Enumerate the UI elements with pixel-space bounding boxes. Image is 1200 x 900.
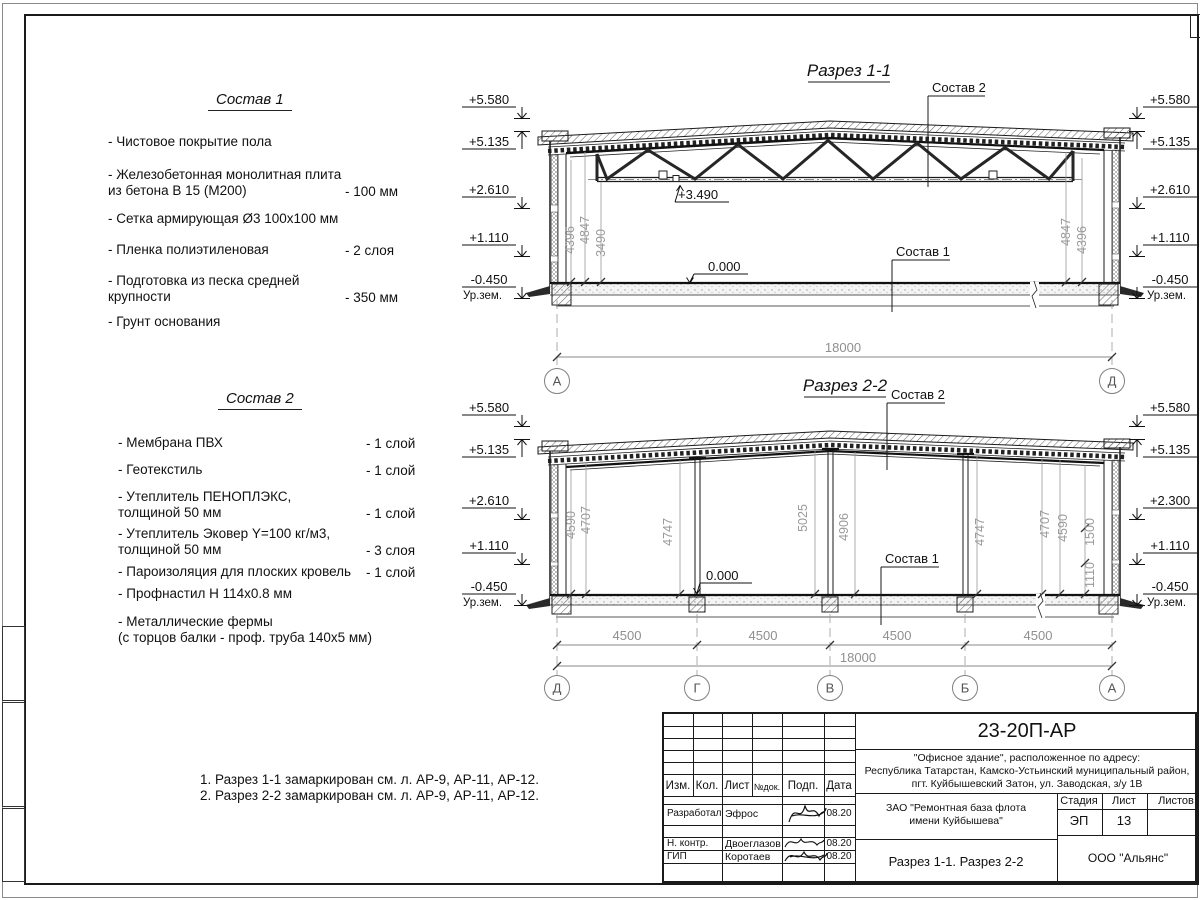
wall-right bbox=[1104, 137, 1120, 291]
svg-text:4707: 4707 bbox=[579, 506, 593, 534]
callout-sostav1 bbox=[892, 244, 950, 312]
svg-text:+5.135: +5.135 bbox=[1149, 442, 1191, 457]
level-mark-floor bbox=[687, 259, 749, 283]
svg-text:4500: 4500 bbox=[1023, 628, 1053, 643]
list-item: - Профнастил Н 114х0.8 мм bbox=[118, 586, 292, 601]
svg-text:4747: 4747 bbox=[973, 518, 987, 546]
svg-text:Д: Д bbox=[1107, 373, 1117, 389]
list-item: - Утеплитель ПЕНОПЛЭКС, толщиной 50 мм - 1 слой bbox=[118, 489, 416, 521]
list-item: - Сетка армирующая Ø3 100х100 мм bbox=[108, 211, 339, 226]
title-block bbox=[662, 712, 1197, 883]
client-line: имени Куйбышева" bbox=[909, 815, 1003, 827]
callout-sostav1 bbox=[881, 551, 939, 625]
wall-left bbox=[550, 141, 566, 291]
col-izm: Изм. bbox=[665, 780, 691, 792]
svg-text:Д: Д bbox=[552, 680, 562, 696]
svg-text:Состав 1: Состав 1 bbox=[885, 551, 939, 566]
row-name: Коротаев bbox=[725, 851, 771, 863]
list-item: - Железобетонная монолитная плита из бетона В 15 (М200) - 100 мм bbox=[108, 167, 399, 199]
svg-text:В: В bbox=[825, 680, 835, 696]
svg-text:-0.450: -0.450 bbox=[470, 272, 508, 287]
sheet-subject: Разрез 1-1. Разрез 2-2 bbox=[888, 854, 1024, 869]
svg-text:0.000: 0.000 bbox=[706, 568, 739, 583]
svg-text:Б: Б bbox=[960, 680, 970, 696]
svg-text:+1.110: +1.110 bbox=[469, 230, 509, 245]
section-2-2 bbox=[462, 373, 1197, 701]
svg-text:4500: 4500 bbox=[612, 628, 642, 643]
signature bbox=[782, 845, 828, 867]
svg-text:+2.300: +2.300 bbox=[1149, 493, 1191, 508]
svg-text:+5.135: +5.135 bbox=[468, 134, 510, 149]
note-line: 1. Разрез 1-1 замаркирован см. л. АР-9, АР-11, АР-12. bbox=[200, 772, 539, 787]
svg-text:+2.610: +2.610 bbox=[468, 182, 510, 197]
address-line: Республика Татарстан, Камско-Устьинский муниципальный район, bbox=[864, 765, 1190, 777]
col-podp: Подп. bbox=[787, 780, 819, 792]
row-role: Н. контр. bbox=[667, 838, 709, 849]
col-kol: Кол. bbox=[695, 780, 719, 792]
svg-text:4847: 4847 bbox=[1059, 218, 1073, 246]
document-code: 23-20П-АР bbox=[977, 720, 1077, 742]
svg-text:4747: 4747 bbox=[661, 518, 675, 546]
wall-right bbox=[1104, 447, 1120, 601]
col-list: Лист bbox=[724, 780, 750, 792]
company-name: ООО "Альянс" bbox=[1087, 851, 1169, 865]
svg-text:4500: 4500 bbox=[882, 628, 912, 643]
floor-slab bbox=[526, 281, 1144, 308]
svg-text:+1.110: +1.110 bbox=[1150, 230, 1190, 245]
col-ndok: №док. bbox=[753, 782, 781, 792]
svg-text:4906: 4906 bbox=[837, 513, 851, 541]
svg-text:1500: 1500 bbox=[1083, 518, 1097, 546]
row-name: Эфрос bbox=[725, 808, 759, 820]
floor-slab bbox=[526, 593, 1144, 618]
list-item: - Пароизоляция для плоских кровель - 1 слой bbox=[118, 564, 416, 580]
list-item: - Подготовка из песка средней крупности - 350 мм bbox=[108, 273, 399, 305]
svg-text:18000: 18000 bbox=[839, 650, 877, 665]
svg-text:Состав 1: Состав 1 bbox=[896, 244, 950, 259]
roof-slab bbox=[538, 431, 1133, 470]
section-1-1 bbox=[462, 61, 1197, 394]
svg-text:4590: 4590 bbox=[1056, 514, 1070, 542]
list-item: - Чистовое покрытие пола bbox=[108, 134, 272, 149]
row-name: Двоеглазов bbox=[725, 838, 781, 850]
address-line: "Офисное здание", расположенное по адресу: bbox=[913, 752, 1141, 764]
svg-text:Состав 2: Состав 2 bbox=[932, 80, 986, 95]
stage-value: ЭП bbox=[1069, 813, 1089, 828]
signature bbox=[786, 798, 828, 828]
dimension-total bbox=[553, 300, 1116, 368]
vertical-dims-left bbox=[563, 152, 608, 286]
svg-text:А: А bbox=[552, 373, 562, 389]
svg-text:Ур.зем.: Ур.зем. bbox=[1147, 597, 1187, 609]
svg-text:1110: 1110 bbox=[1083, 562, 1097, 588]
svg-text:+5.580: +5.580 bbox=[1149, 92, 1191, 107]
composition-2-title: Состав 2 bbox=[218, 390, 302, 410]
notes bbox=[200, 772, 539, 803]
svg-text:4707: 4707 bbox=[1038, 510, 1052, 538]
axis-bubbles bbox=[545, 676, 1125, 701]
list-item: - Пленка полиэтиленовая - 2 слоя bbox=[108, 242, 395, 258]
address-line: пгт. Куйбышевский Затон, ул. Заводская, з/у 1В bbox=[911, 778, 1143, 790]
svg-text:4847: 4847 bbox=[578, 216, 592, 244]
row-date: 08.20 bbox=[826, 838, 852, 849]
row-role: ГИП bbox=[667, 851, 687, 862]
svg-text:+5.135: +5.135 bbox=[468, 442, 510, 457]
dimension-chain bbox=[553, 614, 1116, 675]
svg-text:4396: 4396 bbox=[1075, 226, 1089, 254]
svg-text:4396: 4396 bbox=[563, 226, 577, 254]
svg-text:Ур.зем.: Ур.зем. bbox=[463, 290, 503, 302]
svg-text:Состав 2: Состав 2 bbox=[891, 387, 945, 402]
svg-text:А: А bbox=[1107, 680, 1117, 696]
elevations-right bbox=[1129, 400, 1197, 609]
svg-text:Ур.зем.: Ур.зем. bbox=[463, 597, 503, 609]
composition-1-title: Состав 1 bbox=[208, 91, 292, 111]
svg-text:3490: 3490 bbox=[594, 229, 608, 257]
stage-label: Стадия bbox=[1060, 795, 1098, 807]
row-date: 08.20 bbox=[826, 808, 852, 819]
svg-text:Г: Г bbox=[693, 680, 701, 696]
elevations-left bbox=[462, 92, 530, 302]
row-date: 08.20 bbox=[826, 851, 852, 862]
svg-text:18000: 18000 bbox=[824, 340, 862, 355]
list-item: - Металлические фермы (с торцов балки - проф. труба 140х5 мм) bbox=[118, 614, 372, 645]
elevations-left bbox=[462, 400, 530, 609]
svg-text:+1.110: +1.110 bbox=[1150, 538, 1190, 553]
sheet-label: Лист bbox=[1112, 795, 1136, 807]
svg-text:+5.580: +5.580 bbox=[468, 92, 510, 107]
svg-text:+3.490: +3.490 bbox=[678, 187, 719, 202]
svg-text:+5.580: +5.580 bbox=[1149, 400, 1191, 415]
list-item: - Грунт основания bbox=[108, 314, 221, 329]
svg-text:4500: 4500 bbox=[748, 628, 778, 643]
svg-text:0.000: 0.000 bbox=[708, 259, 741, 274]
level-mark-truss bbox=[675, 186, 729, 203]
svg-text:-0.450: -0.450 bbox=[1151, 579, 1189, 594]
svg-text:+2.610: +2.610 bbox=[468, 493, 510, 508]
list-item: - Мембрана ПВХ - 1 слой bbox=[118, 435, 416, 451]
elevations-right bbox=[1129, 92, 1197, 302]
row-role: Разработал bbox=[667, 808, 722, 819]
list-item: - Геотекстиль - 1 слой bbox=[118, 462, 416, 478]
svg-text:-0.450: -0.450 bbox=[1151, 272, 1189, 287]
svg-text:+2.610: +2.610 bbox=[1149, 182, 1191, 197]
section-2-title: Разрез 2-2 bbox=[802, 376, 888, 395]
list-item: - Утеплитель Эковер Y=100 кг/м3, толщиной 50 мм - 3 слоя bbox=[118, 526, 416, 558]
svg-text:4590: 4590 bbox=[564, 511, 578, 539]
svg-text:5025: 5025 bbox=[796, 504, 810, 532]
vertical-dims bbox=[564, 450, 1097, 598]
level-mark-floor bbox=[694, 568, 753, 594]
note-line: 2. Разрез 2-2 замаркирован см. л. АР-9, АР-11, АР-12. bbox=[200, 787, 539, 803]
svg-text:+1.110: +1.110 bbox=[469, 538, 509, 553]
col-date: Дата bbox=[826, 780, 852, 792]
client-line: ЗАО "Ремонтная база флота bbox=[885, 802, 1027, 814]
svg-text:Ур.зем.: Ур.зем. bbox=[1147, 290, 1187, 302]
sheets-label: Листов bbox=[1158, 795, 1194, 807]
svg-text:-0.450: -0.450 bbox=[470, 579, 508, 594]
svg-text:+5.135: +5.135 bbox=[1149, 134, 1191, 149]
sheet-number: 13 bbox=[1116, 813, 1132, 828]
section-1-title: Разрез 1-1 bbox=[806, 61, 892, 80]
svg-text:+5.580: +5.580 bbox=[468, 400, 510, 415]
